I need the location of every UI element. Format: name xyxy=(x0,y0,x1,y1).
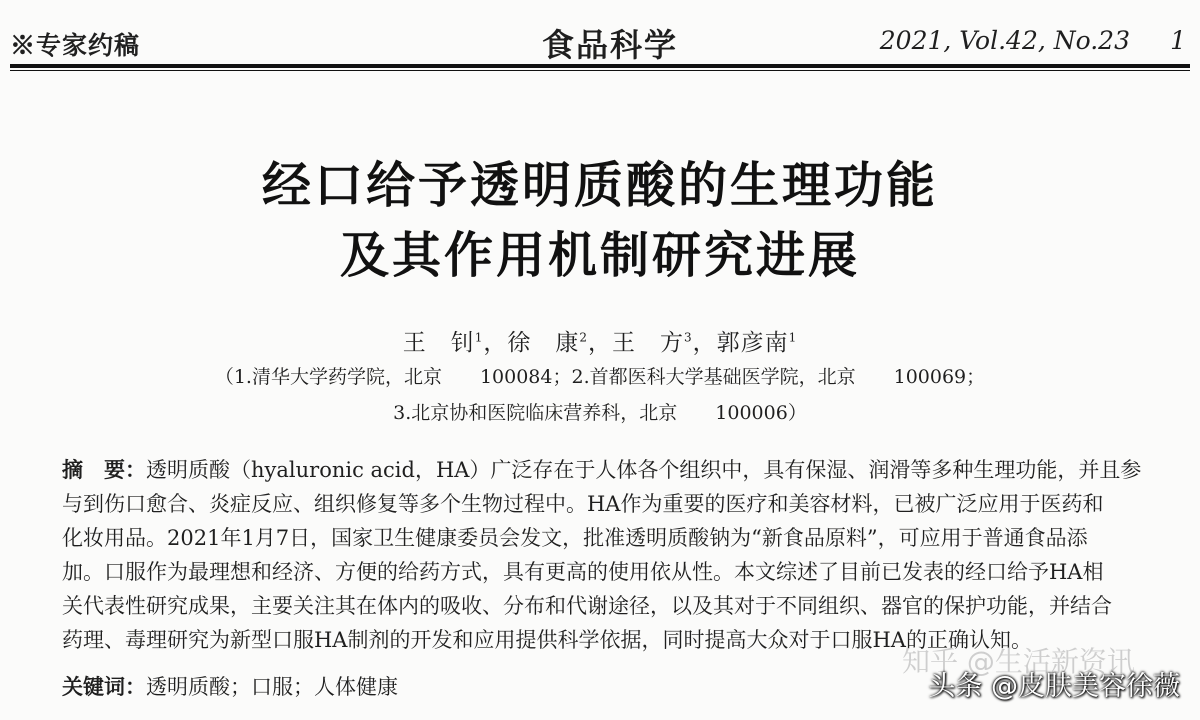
author-affil-mark: 3 xyxy=(684,330,693,345)
section-label: ※专家约稿 xyxy=(10,31,141,60)
abstract-line: 与到伤口愈合、炎症反应、组织修复等多个生物过程中。HA作为重要的医疗和美容材料，已被广泛应用于医药和 xyxy=(62,492,1104,516)
keywords xyxy=(62,671,398,701)
author-name: 郭彦南 xyxy=(716,330,789,356)
abstract xyxy=(62,453,1142,657)
page-number: 1 xyxy=(1170,26,1186,55)
author-name: 王 方 xyxy=(612,330,684,356)
author-name: 徐 康 xyxy=(507,330,580,356)
author-affil-mark: 1 xyxy=(788,330,798,345)
header-rule-thick xyxy=(10,64,1190,68)
author-separator: ， xyxy=(692,330,717,356)
author-affil-mark: 2 xyxy=(579,330,588,345)
toutiao-watermark: 头条 @皮肤美容徐薇 xyxy=(928,671,1180,702)
abstract-line xyxy=(62,453,1142,487)
author-affil-mark: 1 xyxy=(474,330,484,345)
affiliation-line-1: （1.清华大学药学院，北京 100084；2.首都医科大学基础医学院，北京 100069； xyxy=(214,366,986,388)
author-list xyxy=(0,324,1200,357)
author-separator: ， xyxy=(483,330,508,356)
keywords-label: 关键词： xyxy=(62,674,146,699)
issue-info: 2021, Vol.42, No.23 xyxy=(879,26,1130,55)
paper-title xyxy=(0,150,1200,290)
abstract-line: 加。口服作为最理想和经济、方便的给药方式，具有更高的使用依从性。本文综述了目前已发表的经口给予HA相 xyxy=(62,560,1104,584)
header-rule-thin xyxy=(10,70,1190,71)
zhihu-watermark: 知乎 @生活新资讯 xyxy=(902,645,1135,678)
affiliation-line-2: 3.北京协和医院临床营养科，北京 100006） xyxy=(393,402,807,424)
journal-title: 食品科学 xyxy=(541,26,678,64)
keywords-text: 透明质酸；口服；人体健康 xyxy=(146,675,398,699)
journal-header xyxy=(10,20,1190,64)
title-line-1: 经口给予透明质酸的生理功能 xyxy=(261,156,938,214)
abstract-text: 透明质酸（hyaluronic acid，HA）广泛存在于人体各个组织中，具有保湿、润滑等多种生理功能，并且参 xyxy=(146,458,1142,482)
abstract-label: 摘 要： xyxy=(62,457,146,482)
title-line-2: 及其作用机制研究进展 xyxy=(339,226,860,284)
abstract-line: 药理、毒理研究为新型口服HA制剂的开发和应用提供科学依据，同时提高大众对于口服HA的正确认知。 xyxy=(62,628,1032,652)
author-name: 王 钊 xyxy=(402,330,475,356)
abstract-line: 关代表性研究成果，主要关注其在体内的吸收、分布和代谢途径，以及其对于不同组织、器官的保护功能，并结合 xyxy=(62,594,1112,618)
author-separator: ， xyxy=(588,330,612,356)
abstract-line: 化妆用品。2021年1月7日，国家卫生健康委员会发文，批准透明质酸钠为“新食品原料”，可应用于普通食品添 xyxy=(62,526,1088,550)
